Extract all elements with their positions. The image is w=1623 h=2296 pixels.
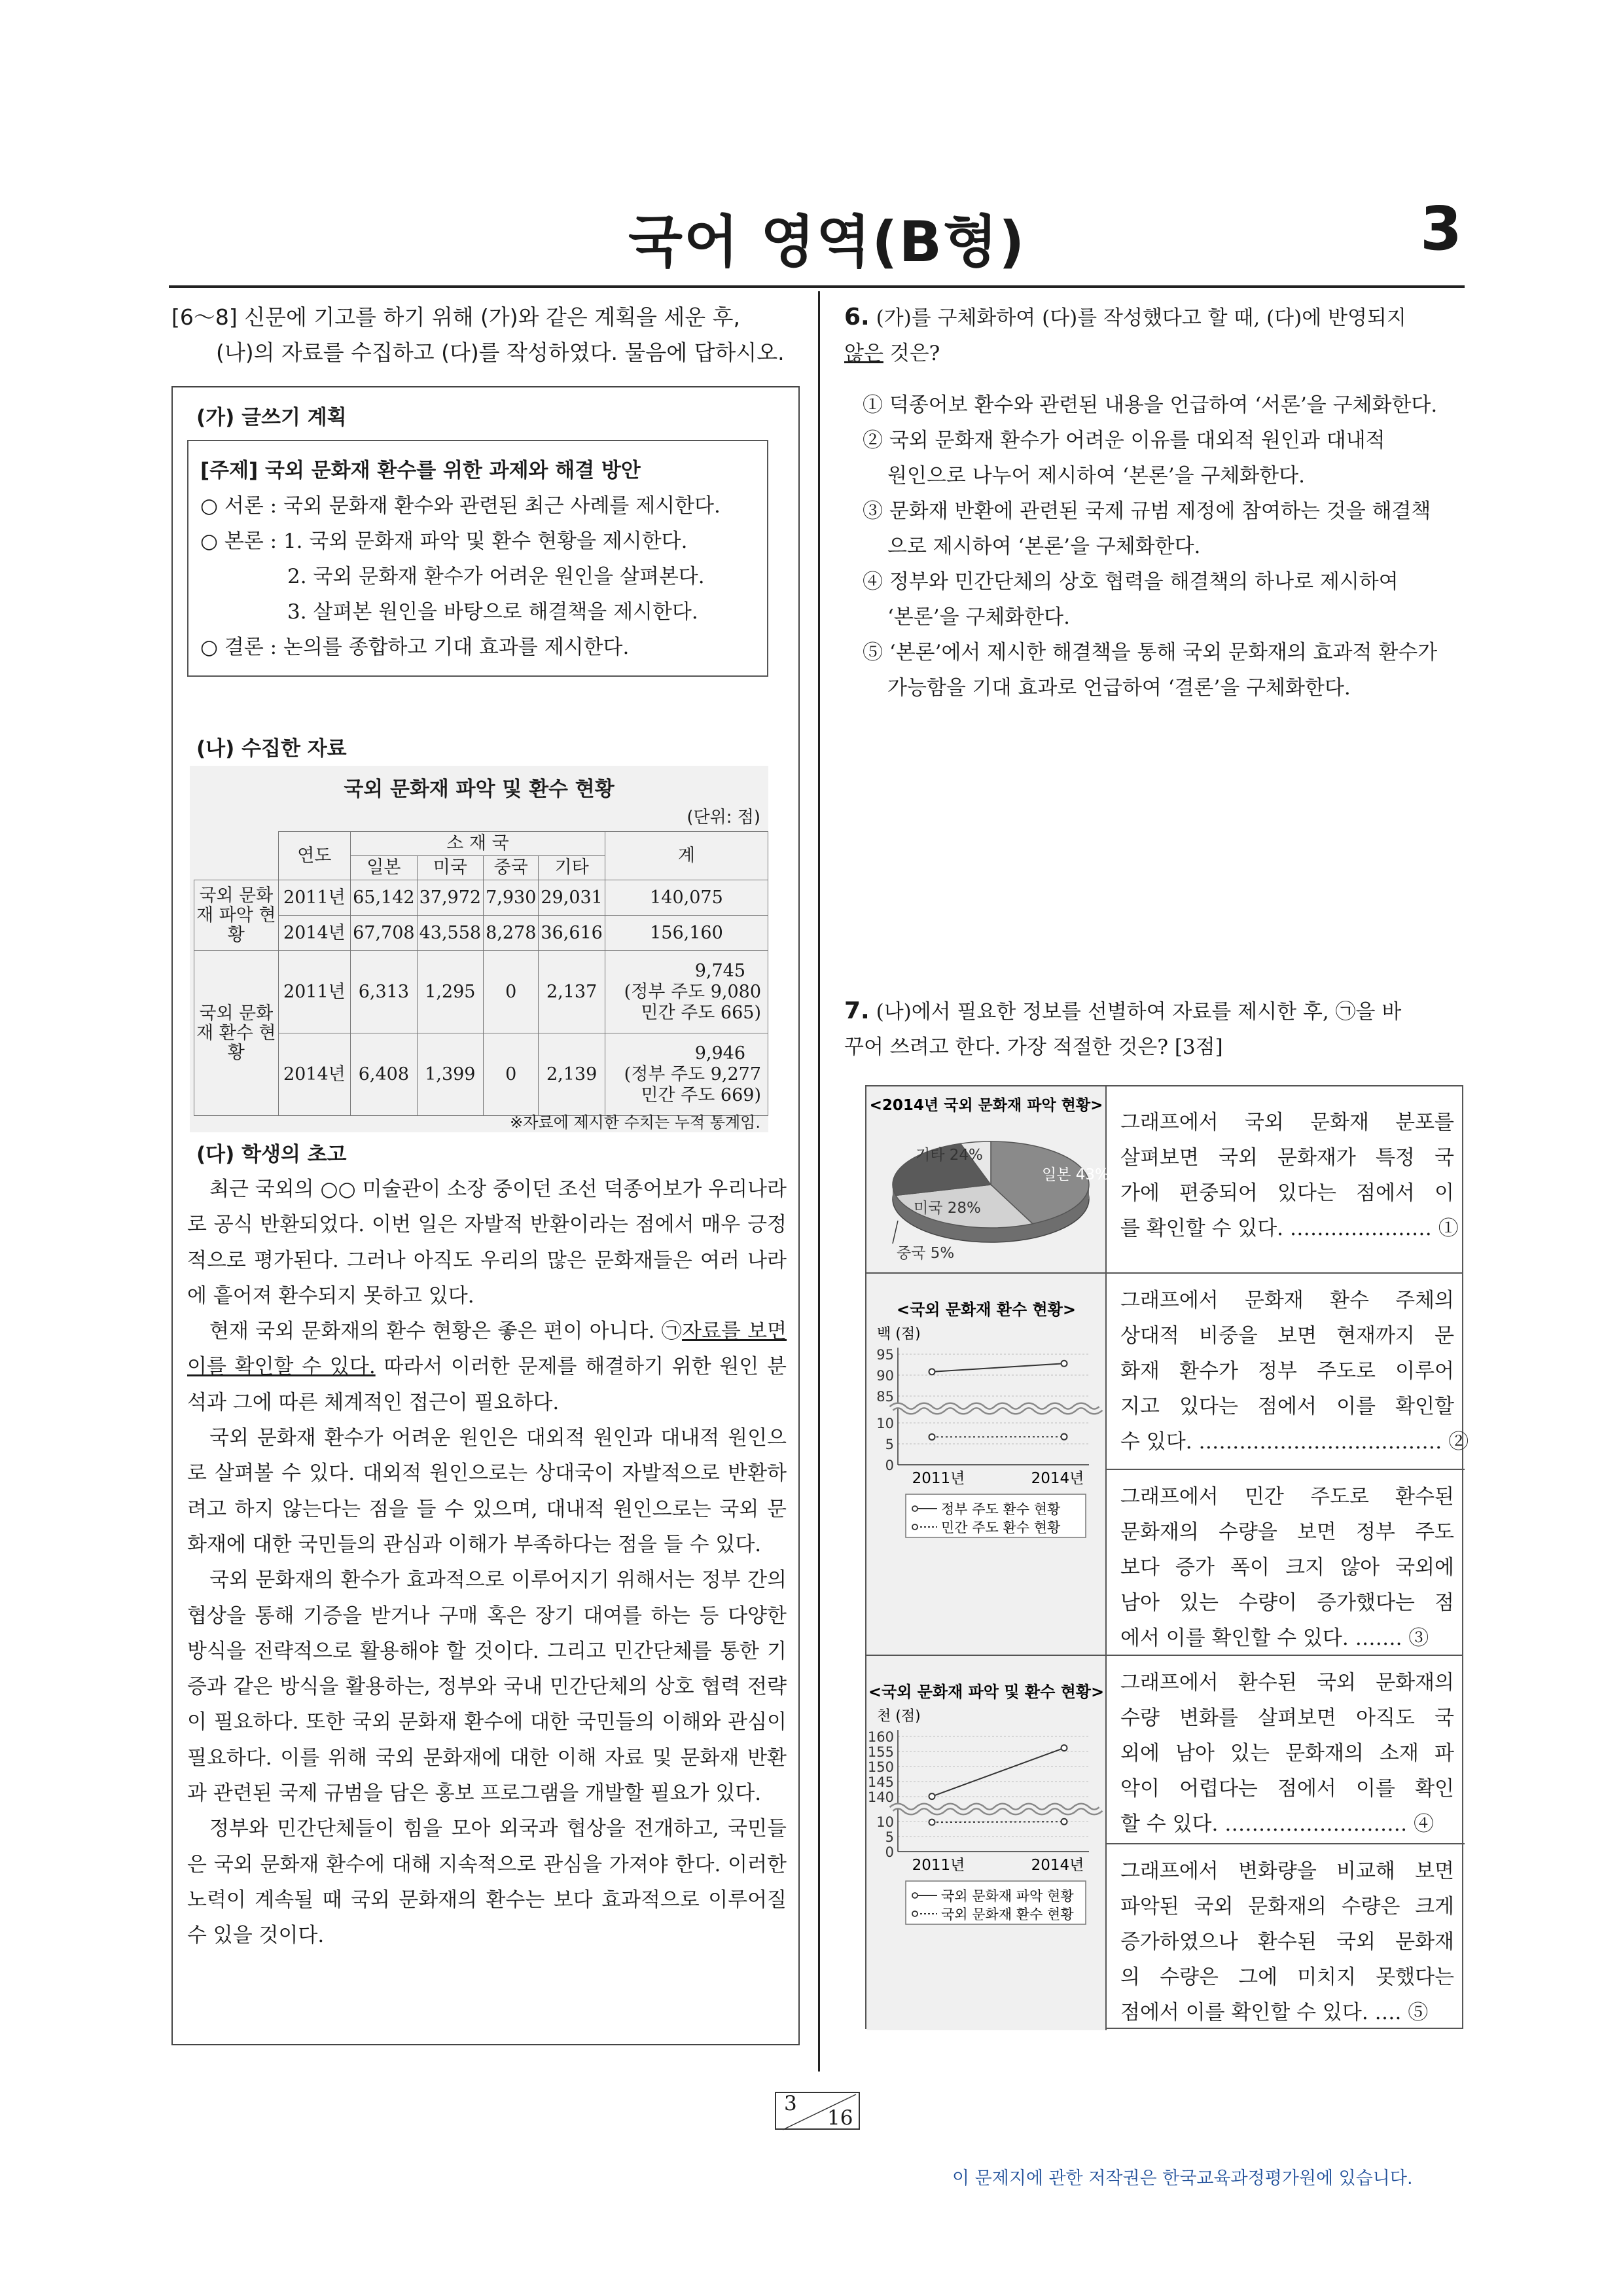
option-3-cont: 으로 제시하여 ‘본론’을 구체화한다. — [887, 535, 1201, 558]
x-tick-label: 2011년 — [912, 1470, 965, 1487]
header-rule — [169, 285, 1465, 288]
y-tick-label: 5 — [885, 1829, 894, 1845]
gov-value: (정부 주도 9,277 — [624, 1064, 761, 1085]
plan-conclusion: ○ 결론 : 논의를 종합하고 기대 효과를 제시한다. — [200, 636, 630, 659]
cell-year: 2011년 — [278, 880, 351, 916]
line-chart-identified — [866, 1655, 1107, 2030]
cell-total-breakdown — [605, 951, 768, 1033]
cell-value: 2,137 — [539, 951, 605, 1033]
pie-graph-cell — [866, 1086, 1107, 1272]
option-4[interactable]: ④ 정부와 민간단체의 상호 협력을 해결책의 하나로 제시하여 — [863, 570, 1399, 594]
plan-title: (가) 글쓰기 계획 — [196, 406, 347, 429]
header-country: 중국 — [484, 856, 539, 880]
draft-title: (다) 학생의 초고 — [196, 1143, 347, 1166]
q7-option-5[interactable]: 그래프에서 변화량을 비교해 보면 파악된 국외 문화재의 수량은 크게 증가하였으나 환수된 국외 문화재 의 수량은 그에 미치지 못했다는 점에서 이를 확인할 수 있다. …. ⑤ — [1120, 1859, 1454, 2024]
line2-title: <국외 문화재 파악 및 환수 현황> — [868, 1683, 1105, 1701]
plan-body-1: ○ 본론 : 1. 국외 문화재 파악 및 환수 현황을 제시한다. — [200, 529, 688, 553]
option-3[interactable]: ③ 문화재 반환에 관련된 국제 규범 제정에 참여하는 것을 해결책 — [863, 499, 1431, 523]
cell-value: 7,930 — [484, 880, 539, 916]
row-divider — [866, 1272, 1462, 1274]
y-tick-label: 95 — [876, 1347, 894, 1363]
line-graph-1-cell — [866, 1272, 1107, 1655]
series-point — [1061, 1434, 1067, 1440]
q7-option-4[interactable]: 그래프에서 환수된 국외 문화재의 수량 변화를 살펴보면 아직도 국 외에 남아 있는 문화재의 소재 파 악이 어렵다는 점에서 이를 확인 할 수 있다. ……………………… ④ — [1120, 1671, 1454, 1836]
y-tick-label: 140 — [867, 1789, 894, 1805]
y-tick-label: 10 — [876, 1416, 894, 1431]
question-7 — [844, 994, 1466, 1065]
page-title: 국어 영역(B형) — [628, 209, 1026, 275]
cell-value: 29,031 — [539, 880, 605, 916]
cell-value: 1,295 — [417, 951, 483, 1033]
line-chart-return — [866, 1272, 1107, 1655]
page-number: 3 — [1420, 194, 1463, 264]
cell-value: 67,708 — [351, 916, 417, 951]
pie-leader-line — [893, 1221, 898, 1244]
gov-value: (정부 주도 9,080 — [624, 981, 761, 1002]
pie-chart — [866, 1086, 1107, 1272]
series-point — [929, 1369, 935, 1374]
writing-plan-box — [187, 440, 768, 677]
series-line-0 — [932, 1363, 1064, 1372]
cell-year: 2014년 — [278, 916, 351, 951]
group-identified: 국외 문화재 파악 현황 — [194, 880, 279, 951]
pie-title: <2014년 국외 문화재 파악 현황> — [869, 1097, 1103, 1114]
legend-marker — [912, 1893, 918, 1898]
y-tick-label: 155 — [867, 1744, 894, 1760]
page-indicator — [775, 2092, 860, 2130]
plan-topic: [주제] 국외 문화재 환수를 위한 과제와 해결 방안 — [200, 459, 641, 482]
legend-marker — [912, 1524, 918, 1530]
y-tick-label: 145 — [867, 1774, 894, 1790]
cell-value: 1,399 — [417, 1033, 483, 1116]
cell-year: 2011년 — [278, 951, 351, 1033]
draft-paragraph: 국외 문화재 환수가 어려운 원인은 대외적 원인과 대내적 원인으로 살펴볼 수 있다. 대외적 원인으로는 상대국이 자발적으로 반환하려고 하지 않는다는 점을 들 수 있으며, 대내적 원인으로는 국외 문화재에 대한 국민들의 관심과 이해가 부족하다는 점을 들 수 있다. — [187, 1426, 787, 1556]
student-draft — [187, 1172, 787, 1954]
line2-unit: 천 (점) — [877, 1708, 921, 1725]
series-point — [1061, 1745, 1067, 1751]
table-row — [194, 916, 768, 951]
table-row — [194, 1033, 768, 1116]
x-tick-label: 2011년 — [912, 1857, 965, 1874]
header-country: 일본 — [351, 856, 417, 880]
x-tick-label: 2014년 — [1031, 1470, 1084, 1487]
option-1[interactable]: ① 덕종어보 환수와 관련된 내용을 언급하여 ‘서론’을 구체화한다. — [863, 393, 1438, 417]
draft-paragraph: 정부와 민간단체들이 힘을 모아 외국과 협상을 전개하고, 국민들은 국외 문화재 환수에 대해 지속적으로 관심을 가져야 한다. 이러한 노력이 계속될 때 국외 문화재의 환수는 보다 효과적으로 이루어질 수 있을 것이다. — [187, 1817, 787, 1948]
series-point — [929, 1434, 935, 1440]
cell-value: 65,142 — [351, 880, 417, 916]
total-pages: 16 — [827, 2106, 853, 2130]
q7-option-2[interactable]: 그래프에서 문화재 환수 주체의 상대적 비중을 보면 현재까지 문 화재 환수가 정부 주도로 이루어 지고 있다는 점에서 이를 확인할 수 있다. ……………………………… ② — [1120, 1289, 1469, 1454]
legend-label: 국외 문화재 파악 현황 — [941, 1888, 1074, 1904]
header-year: 연도 — [278, 832, 351, 880]
y-tick-label: 160 — [867, 1729, 894, 1745]
civ-value: 민간 주도 665) — [641, 1002, 761, 1023]
question-6-options — [863, 387, 1466, 706]
question-stem: 꾸어 쓰려고 한다. 가장 적절한 것은? [3점] — [844, 1035, 1223, 1059]
draft-paragraph: 최근 국외의 ○○ 미술관이 소장 중이던 조선 덕종어보가 우리나라로 공식 반환되었다. 이번 일은 자발적 반환이라는 점에서 매우 긍정적으로 평가된다. 그러나 아직도 우리의 많은 문화재들은 여러 나라에 흩어져 환수되지 못하고 있다. — [187, 1177, 787, 1308]
cell-value: 8,278 — [484, 916, 539, 951]
question-stem: (나)에서 필요한 정보를 선별하여 자료를 제시한 후, ㉠을 바 — [876, 1000, 1402, 1024]
draft-text: 따라서 이러한 문제를 해결하기 위한 원인 분석과 그에 따른 체계적인 접근이 필요하다. — [187, 1355, 787, 1414]
cell-value: 0 — [484, 1033, 539, 1116]
line-graph-2-cell — [866, 1655, 1107, 2030]
legend-marker — [912, 1911, 918, 1916]
plan-body-3: 3. 살펴본 원인을 바탕으로 해결책을 제시한다. — [287, 600, 698, 624]
stats-table — [194, 831, 768, 1116]
legend-label: 정부 주도 환수 현황 — [941, 1501, 1061, 1517]
series-point — [929, 1820, 935, 1825]
q7-option-3[interactable]: 그래프에서 민간 주도로 환수된 문화재의 수량을 보면 정부 주도 보다 증가 폭이 크지 않아 국외에 남아 있는 수량이 증가했다는 점 에서 이를 확인할 수 있다. ……. ③ — [1120, 1485, 1454, 1650]
cell-total: 140,075 — [605, 880, 768, 916]
y-tick-label: 150 — [867, 1759, 894, 1775]
draft-text: 현재 국외 문화재의 환수 현황은 좋은 편이 아니다. — [209, 1319, 662, 1344]
table-row — [194, 880, 768, 916]
line1-title: <국외 문화재 환수 현황> — [897, 1300, 1076, 1319]
series-point — [1061, 1361, 1067, 1367]
y-tick-label: 90 — [876, 1368, 894, 1384]
y-tick-label: 5 — [885, 1437, 894, 1452]
marker-a: ㉠ — [661, 1319, 683, 1344]
plan-body-2: 2. 국외 문화재 환수가 어려운 원인을 살펴본다. — [287, 565, 705, 588]
civ-value: 민간 주도 669) — [641, 1085, 761, 1105]
underlined-sentence: 자료를 보면 이를 확인할 수 있다. — [187, 1319, 787, 1379]
series-point — [929, 1793, 935, 1799]
question-number: 7. — [844, 997, 870, 1024]
cell-total: 156,160 — [605, 916, 768, 951]
question-set-intro — [171, 300, 785, 370]
table-row — [194, 951, 768, 1033]
cell-value: 36,616 — [539, 916, 605, 951]
pie-label: 미국 28% — [914, 1200, 981, 1217]
total-value: 9,946 — [694, 1043, 745, 1064]
option-2-cont: 원인으로 나누어 제시하여 ‘본론’을 구체화한다. — [887, 464, 1305, 488]
set-intro-line: [6～8] 신문에 기고를 하기 위해 (가)와 같은 계획을 세운 후, — [171, 304, 740, 330]
header-country: 기타 — [539, 856, 605, 880]
cell-total-breakdown — [605, 1033, 768, 1116]
total-value: 9,745 — [694, 960, 745, 981]
option-5-cont: 가능함을 기대 효과로 언급하여 ‘결론’을 구체화한다. — [887, 676, 1351, 700]
option-2[interactable]: ② 국외 문화재 환수가 어려운 이유를 대외적 원인과 대내적 — [863, 429, 1385, 452]
question-stem: 것은? — [883, 342, 940, 365]
question-stem: (가)를 구체화하여 (다)를 작성했다고 할 때, (다)에 반영되지 — [876, 306, 1406, 330]
copyright-notice: 이 문제지에 관한 저작권은 한국교육과정평가원에 있습니다. — [952, 2168, 1413, 2189]
cell-value: 43,558 — [417, 916, 483, 951]
cell-value: 6,313 — [351, 951, 417, 1033]
cell-value: 37,972 — [417, 880, 483, 916]
set-intro-line: (나)의 자료를 수집하고 (다)를 작성하였다. 물음에 답하시오. — [216, 340, 785, 365]
underlined-word: 않은 — [844, 342, 883, 365]
row-divider — [1107, 1843, 1465, 1844]
q7-option-1[interactable]: 그래프에서 국외 문화재 분포를 살펴보면 국외 문화재가 특정 국 가에 편중되어 있다는 점에서 이 를 확인할 수 있다. ………………… ① — [1120, 1111, 1459, 1240]
option-4-cont: ‘본론’을 구체화한다. — [887, 605, 1070, 629]
question-number: 6. — [844, 304, 870, 331]
y-tick-label: 0 — [885, 1844, 894, 1860]
pie-label: 중국 5% — [897, 1245, 955, 1262]
column-divider — [818, 291, 820, 2072]
cell-value: 0 — [484, 951, 539, 1033]
stats-table-figure — [190, 766, 768, 1132]
header-country: 미국 — [417, 856, 483, 880]
option-5[interactable]: ⑤ ‘본론’에서 제시한 해결책을 통해 국외 문화재의 효과적 환수가 — [863, 641, 1438, 664]
header-total: 계 — [605, 832, 768, 880]
pie-label: 일본 43% — [1042, 1166, 1107, 1183]
line1-unit: 백 (점) — [877, 1326, 921, 1342]
group-returned: 국외 문화재 환수 현황 — [194, 951, 279, 1116]
cell-year: 2014년 — [278, 1033, 351, 1116]
current-page: 3 — [784, 2092, 797, 2115]
x-tick-label: 2014년 — [1031, 1857, 1084, 1874]
series-point — [1061, 1819, 1067, 1825]
table-note: ※자료에 제시한 수치는 누적 통계임. — [510, 1113, 760, 1132]
cell-value: 6,408 — [351, 1033, 417, 1116]
data-section-title: (나) 수집한 자료 — [196, 737, 347, 761]
table-title: 국외 문화재 파악 및 환수 현황 — [344, 778, 615, 801]
y-tick-label: 85 — [876, 1389, 894, 1405]
legend-label: 민간 주도 환수 현황 — [941, 1520, 1061, 1535]
question-6 — [844, 300, 1466, 371]
pie-label: 기타 24% — [916, 1147, 983, 1164]
header-holder: 소 재 국 — [351, 832, 605, 856]
y-tick-label: 10 — [876, 1814, 894, 1830]
draft-paragraph: 국외 문화재의 환수가 효과적으로 이루어지기 위해서는 정부 간의 협상을 통해 기증을 받거나 구매 혹은 장기 대여를 하는 등 다양한 방식을 전략적으로 활용해야 할 것이다. 그리고 민간단체를 통한 기증과 같은 방식을 활용하는, 정부와 국내 민간단체의 상호 협력 전략이 필요하다. 또한 국외 문화재 환수에 대한 국민들의 이해와 관심이 필요하다. 이를 위해 국외 문화재에 대한 이해 자료 및 문화재 반환과 관련된 국제 규범을 담은 홍보 프로그램을 개발할 필요가 있다. — [187, 1568, 787, 1806]
legend-label: 국외 문화재 환수 현황 — [941, 1907, 1074, 1922]
row-divider — [1107, 1469, 1465, 1470]
cell-value: 2,139 — [539, 1033, 605, 1116]
series-line-0 — [932, 1748, 1064, 1797]
legend-marker — [912, 1506, 918, 1511]
question-7-options-table — [865, 1085, 1469, 2029]
table-unit: (단위: 점) — [687, 808, 760, 827]
draft-paragraph — [187, 1314, 787, 1420]
plan-intro: ○ 서론 : 국외 문화재 환수와 관련된 최근 사례를 제시한다. — [200, 494, 721, 518]
y-tick-label: 0 — [885, 1458, 894, 1473]
